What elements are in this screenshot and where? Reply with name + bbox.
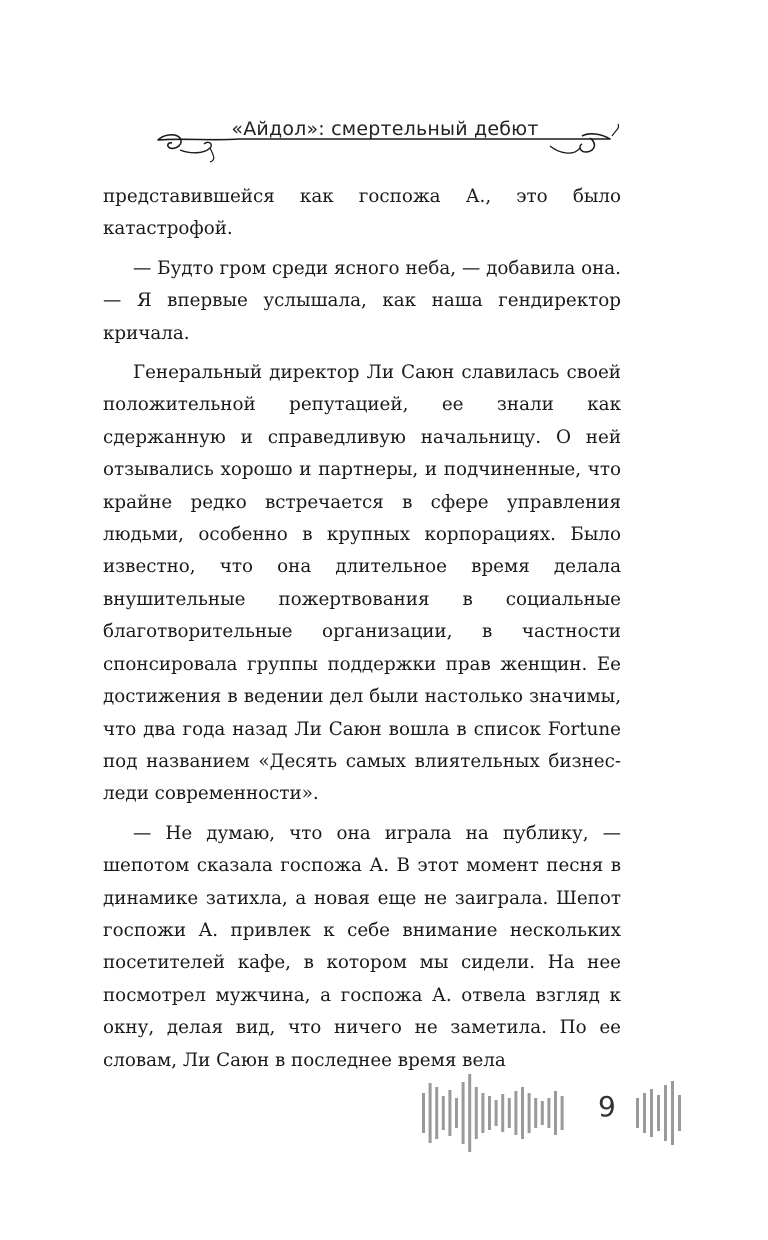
page-number: 9	[598, 1090, 616, 1123]
header-title: «Айдол»: смертельный дебют	[231, 118, 539, 140]
paragraph: Генеральный директор Ли Саюн славилась своей положительной репутацией, ее знали как сдержанную и справедливую начальницу. О ней отзывались хорошо и партнеры, и подчиненные, что крайне редко встречается в сфере управления людьми, особенно в крупных корпорациях. Было известно, что она длительное время делала внушительные пожертвования в социальные благотворительные организации, в частности спонсировала группы поддержки прав женщин. Ее достижения в ведении дел были настолько значимы, что два года назад Ли Саюн вошла в список Fortune под названием «Десять самых влиятельных бизнес-леди современности».	[103, 362, 621, 805]
sound-wave-icon	[418, 1068, 698, 1158]
paragraph: — Не думаю, что она играла на публику, — шепотом сказала госпожа А. В этот момент песня в динамике затихла, а новая еще не заиграла. Шепот госпожи А. привлек к себе внимание нескольких посетителей кафе, в котором мы сидели. На нее посмотрел мужчина, а госпожа А. отвела взгляд к окну, делая вид, что ничего не заметила. По ее словам, Ли Саюн в последнее время вела	[103, 822, 621, 1071]
paragraph: — Будто гром среди ясного неба, — добавила она. — Я впервые услышала, как наша гендиректор кричала.	[103, 257, 621, 344]
running-header	[150, 108, 620, 168]
body-text	[103, 181, 621, 1077]
paragraph: представившейся как госпожа А., это было катастрофой.	[103, 186, 621, 240]
